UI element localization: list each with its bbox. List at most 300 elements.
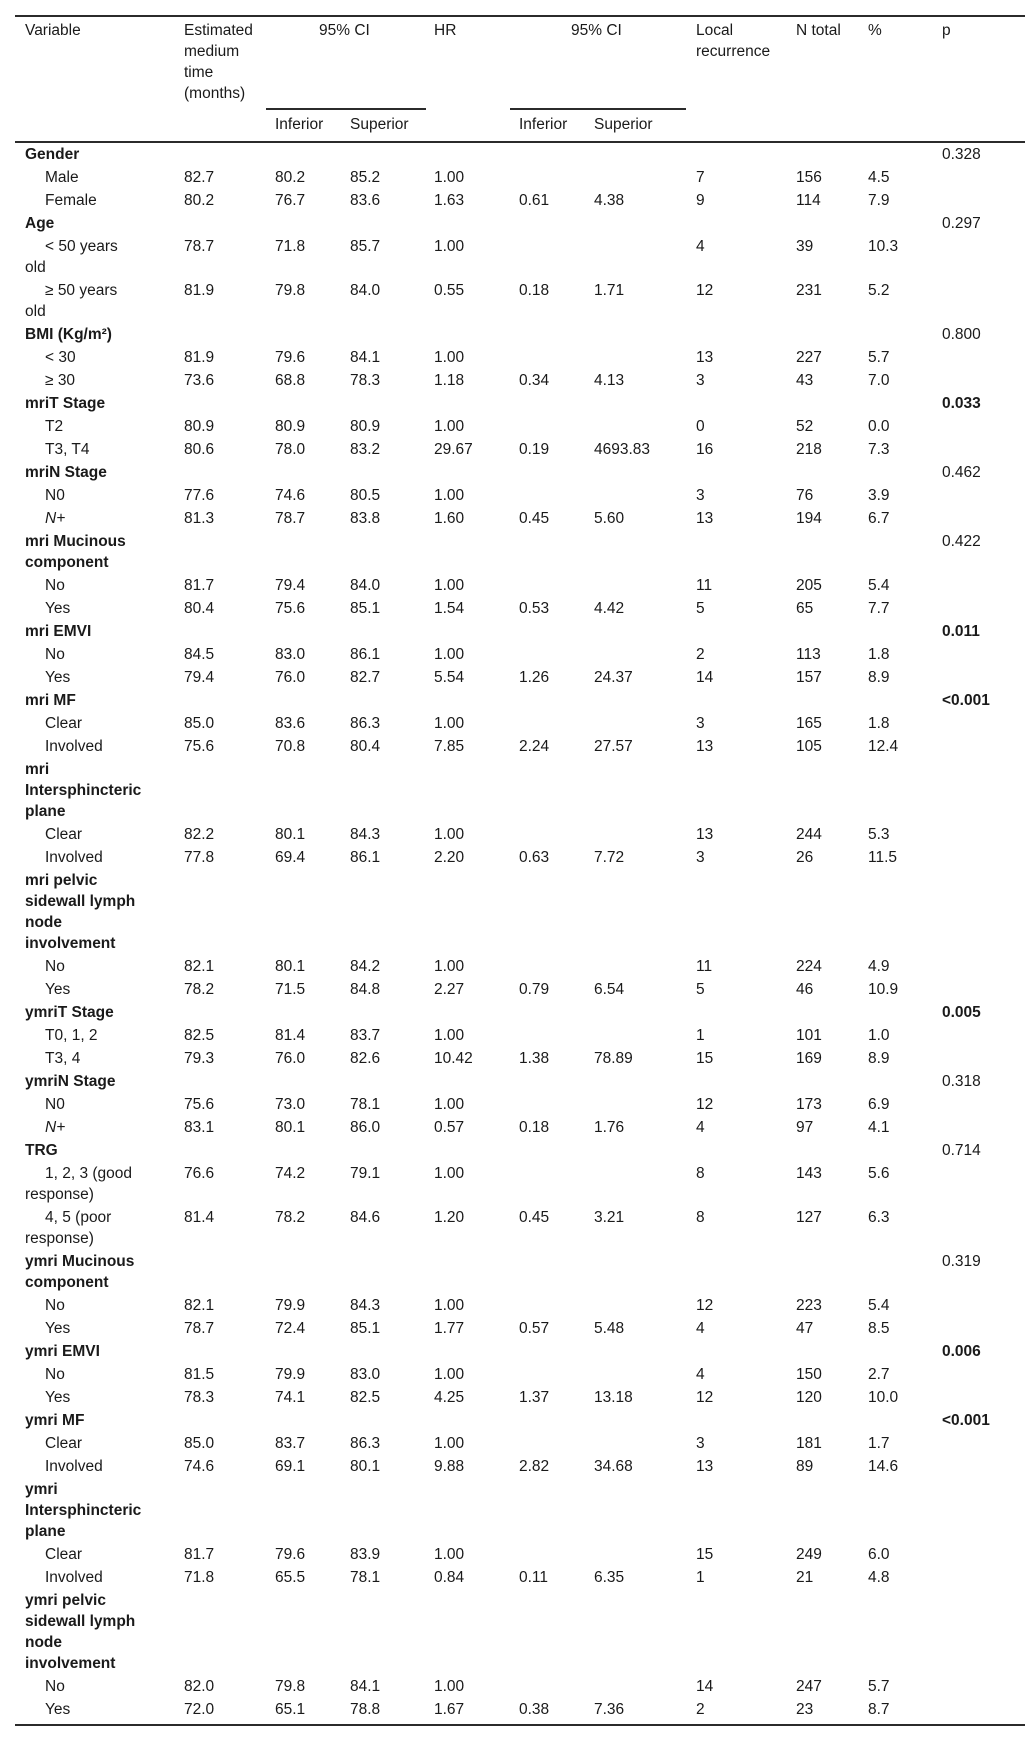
cell-hr-inferior: 2.82 (519, 1458, 550, 1475)
row-label: N0 (45, 487, 65, 504)
cell-percent: 6.7 (868, 510, 890, 527)
cell-ci-inferior: 80.2 (275, 169, 306, 186)
cell-local-recurrence: 13 (696, 1458, 714, 1475)
cell-hr: 1.00 (434, 1027, 465, 1044)
cell-ci-superior: 82.5 (350, 1389, 381, 1406)
header-p: p (942, 22, 951, 39)
header-superior-2: Superior (594, 116, 653, 133)
cell-time: 81.4 (184, 1209, 215, 1226)
row-label: Involved (45, 1458, 103, 1475)
cell-percent: 1.8 (868, 646, 890, 663)
cell-ci-superior: 80.4 (350, 738, 381, 755)
cell-time: 78.3 (184, 1389, 215, 1406)
row-label: Yes (45, 1320, 71, 1337)
row-label: Yes (45, 600, 71, 617)
cell-hr: 1.00 (434, 238, 465, 255)
row-label: old (25, 303, 46, 320)
cell-percent: 4.5 (868, 169, 890, 186)
row-label: T3, 4 (45, 1050, 81, 1067)
cell-ci-superior: 83.7 (350, 1027, 381, 1044)
cell-ci-inferior: 78.0 (275, 441, 306, 458)
cell-ci-superior: 80.1 (350, 1458, 381, 1475)
cell-hr-inferior: 0.11 (519, 1569, 549, 1586)
cell-hr: 1.00 (434, 1165, 465, 1182)
row-label: ≥ 50 years (45, 282, 118, 299)
cell-time: 80.2 (184, 192, 215, 209)
cell-ci-superior: 86.0 (350, 1119, 381, 1136)
header-bottom-rule (15, 141, 1025, 143)
row-label: Involved (45, 849, 103, 866)
row-label: Female (45, 192, 97, 209)
cell-hr: 1.00 (434, 646, 465, 663)
cell-n-total: 47 (796, 1320, 814, 1337)
cell-ci-superior: 86.3 (350, 715, 381, 732)
cell-n-total: 247 (796, 1678, 822, 1695)
cell-n-total: 224 (796, 958, 822, 975)
group-label: Intersphincteric (25, 782, 142, 799)
cell-ci-inferior: 78.2 (275, 1209, 306, 1226)
cell-hr: 1.00 (434, 577, 465, 594)
cell-hr-inferior: 0.57 (519, 1320, 550, 1337)
cell-ci-inferior: 74.2 (275, 1165, 306, 1182)
header-n-total: N total (796, 22, 841, 39)
cell-hr-superior: 6.35 (594, 1569, 625, 1586)
header-time-line2: medium (184, 43, 240, 60)
cell-local-recurrence: 1 (696, 1027, 705, 1044)
row-label: Male (45, 169, 79, 186)
cell-ci-superior: 84.1 (350, 349, 381, 366)
cell-percent: 10.0 (868, 1389, 899, 1406)
cell-hr-inferior: 0.61 (519, 192, 550, 209)
cell-local-recurrence: 5 (696, 981, 705, 998)
cell-n-total: 89 (796, 1458, 814, 1475)
cell-time: 73.6 (184, 372, 215, 389)
cell-percent: 8.9 (868, 669, 890, 686)
cell-n-total: 113 (796, 646, 821, 663)
row-label: No (45, 1297, 65, 1314)
cell-hr-superior: 4.38 (594, 192, 625, 209)
cell-local-recurrence: 4 (696, 238, 705, 255)
cell-time: 81.7 (184, 1546, 215, 1563)
cell-hr: 1.77 (434, 1320, 465, 1337)
cell-time: 80.4 (184, 600, 215, 617)
cell-ci-inferior: 68.8 (275, 372, 306, 389)
cell-percent: 5.6 (868, 1165, 890, 1182)
cell-ci-superior: 84.0 (350, 577, 381, 594)
cell-ci-superior: 83.0 (350, 1366, 381, 1383)
cell-hr-superior: 4.13 (594, 372, 625, 389)
cell-ci-inferior: 79.8 (275, 1678, 306, 1695)
row-label: old (25, 259, 46, 276)
row-label: No (45, 577, 65, 594)
cell-local-recurrence: 1 (696, 1569, 705, 1586)
header-local-line1: Local (696, 22, 734, 39)
cell-hr: 2.20 (434, 849, 465, 866)
cell-hr-superior: 4.42 (594, 600, 625, 617)
cell-hr: 1.00 (434, 487, 465, 504)
cell-hr: 1.00 (434, 1297, 465, 1314)
cell-hr-superior: 7.36 (594, 1701, 625, 1718)
cell-percent: 3.9 (868, 487, 890, 504)
cell-time: 75.6 (184, 738, 215, 755)
header-time-line3: time (184, 64, 214, 81)
header-variable: Variable (25, 22, 81, 39)
cell-n-total: 39 (796, 238, 814, 255)
cell-hr: 1.00 (434, 169, 465, 186)
cell-ci-superior: 83.2 (350, 441, 381, 458)
cell-hr: 1.00 (434, 826, 465, 843)
cell-ci-inferior: 76.0 (275, 669, 306, 686)
row-label: Yes (45, 1701, 71, 1718)
cell-hr-inferior: 0.38 (519, 1701, 550, 1718)
cell-hr: 1.00 (434, 958, 465, 975)
row-label: No (45, 958, 65, 975)
cell-local-recurrence: 12 (696, 1096, 714, 1113)
cell-hr: 1.00 (434, 1366, 465, 1383)
cell-n-total: 150 (796, 1366, 822, 1383)
cell-ci-inferior: 69.1 (275, 1458, 306, 1475)
cell-hr-inferior: 0.53 (519, 600, 550, 617)
cell-time: 81.7 (184, 577, 215, 594)
cell-ci-superior: 85.1 (350, 600, 381, 617)
group-label: Age (25, 215, 55, 232)
cell-ci-inferior: 70.8 (275, 738, 306, 755)
row-label: Clear (45, 1546, 83, 1563)
table-top-rule (15, 15, 1025, 17)
group-label: plane (25, 803, 66, 820)
group-label: mri pelvic (25, 872, 98, 889)
cell-percent: 5.7 (868, 1678, 890, 1695)
cell-n-total: 244 (796, 826, 822, 843)
cell-ci-superior: 78.1 (350, 1569, 381, 1586)
cell-ci-superior: 78.3 (350, 372, 381, 389)
cell-n-total: 227 (796, 349, 822, 366)
cell-percent: 12.4 (868, 738, 899, 755)
cell-n-total: 143 (796, 1165, 822, 1182)
cell-ci-inferior: 73.0 (275, 1096, 306, 1113)
group-label: node (25, 1634, 63, 1651)
cell-hr-superior: 1.71 (594, 282, 625, 299)
cell-hr-superior: 4693.83 (594, 441, 651, 458)
cell-ci-inferior: 69.4 (275, 849, 306, 866)
row-label: ≥ 30 (45, 372, 76, 389)
cell-percent: 6.3 (868, 1209, 890, 1226)
cell-ci-inferior: 76.7 (275, 192, 306, 209)
cell-time: 79.4 (184, 669, 215, 686)
cell-p-value: 0.319 (942, 1253, 981, 1270)
cell-n-total: 249 (796, 1546, 822, 1563)
cell-time: 81.9 (184, 349, 215, 366)
row-label: N+ (45, 510, 66, 527)
cell-percent: 6.0 (868, 1546, 890, 1563)
cell-hr: 9.88 (434, 1458, 465, 1475)
cell-local-recurrence: 2 (696, 646, 705, 663)
cell-n-total: 97 (796, 1119, 814, 1136)
cell-hr: 1.00 (434, 1546, 465, 1563)
cell-local-recurrence: 14 (696, 1678, 714, 1695)
cell-hr: 1.67 (434, 1701, 465, 1718)
cell-hr: 0.57 (434, 1119, 465, 1136)
cell-ci-superior: 84.0 (350, 282, 381, 299)
cell-percent: 7.3 (868, 441, 890, 458)
cell-time: 82.1 (184, 958, 215, 975)
cell-local-recurrence: 14 (696, 669, 714, 686)
row-label: Clear (45, 1435, 83, 1452)
cell-ci-superior: 85.2 (350, 169, 381, 186)
cell-percent: 7.7 (868, 600, 890, 617)
group-label: mriN Stage (25, 464, 107, 481)
cell-percent: 1.8 (868, 715, 890, 732)
cell-hr: 1.18 (434, 372, 465, 389)
cell-time: 78.7 (184, 1320, 215, 1337)
cell-time: 81.9 (184, 282, 215, 299)
cell-percent: 5.3 (868, 826, 890, 843)
group-label: BMI (Kg/m²) (25, 326, 112, 343)
cell-n-total: 173 (796, 1096, 822, 1113)
cell-hr-inferior: 1.37 (519, 1389, 550, 1406)
cell-n-total: 156 (796, 169, 822, 186)
cell-p-value: 0.328 (942, 146, 981, 163)
cell-ci-inferior: 80.1 (275, 958, 306, 975)
row-label: T0, 1, 2 (45, 1027, 98, 1044)
row-label: N0 (45, 1096, 65, 1113)
cell-local-recurrence: 12 (696, 1297, 714, 1314)
cell-time: 85.0 (184, 1435, 215, 1452)
cell-p-value: 0.006 (942, 1343, 981, 1360)
cell-ci-superior: 85.1 (350, 1320, 381, 1337)
row-label: Yes (45, 981, 71, 998)
cell-n-total: 52 (796, 418, 814, 435)
cell-local-recurrence: 5 (696, 600, 705, 617)
cell-local-recurrence: 11 (696, 577, 713, 594)
group-label: ymri (25, 1481, 58, 1498)
cell-time: 76.6 (184, 1165, 215, 1182)
row-label: No (45, 1366, 65, 1383)
cell-hr: 1.54 (434, 600, 465, 617)
cell-n-total: 205 (796, 577, 822, 594)
cell-hr: 2.27 (434, 981, 465, 998)
header-hr: HR (434, 22, 457, 39)
cell-hr: 1.20 (434, 1209, 465, 1226)
cell-ci-inferior: 79.8 (275, 282, 306, 299)
cell-percent: 10.9 (868, 981, 899, 998)
cell-time: 71.8 (184, 1569, 215, 1586)
cell-hr: 1.00 (434, 418, 465, 435)
ci-group-underline-1 (266, 108, 426, 110)
cell-hr: 1.63 (434, 192, 465, 209)
cell-hr: 1.60 (434, 510, 465, 527)
cell-hr: 5.54 (434, 669, 465, 686)
cell-ci-superior: 84.8 (350, 981, 381, 998)
cell-time: 82.0 (184, 1678, 215, 1695)
cell-ci-inferior: 71.8 (275, 238, 306, 255)
cell-percent: 2.7 (868, 1366, 890, 1383)
group-label: ymriN Stage (25, 1073, 116, 1090)
row-label: < 30 (45, 349, 76, 366)
cell-n-total: 157 (796, 669, 822, 686)
group-label: sidewall lymph (25, 1613, 136, 1630)
cell-n-total: 105 (796, 738, 822, 755)
cell-time: 85.0 (184, 715, 215, 732)
cell-p-value: 0.800 (942, 326, 981, 343)
cell-ci-superior: 78.1 (350, 1096, 381, 1113)
cell-n-total: 43 (796, 372, 814, 389)
cell-percent: 8.5 (868, 1320, 890, 1337)
cell-p-value: 0.422 (942, 533, 981, 550)
cell-ci-inferior: 79.9 (275, 1297, 306, 1314)
header-time-line1: Estimated (184, 22, 253, 39)
cell-p-value: 0.318 (942, 1073, 981, 1090)
cell-time: 77.6 (184, 487, 215, 504)
cell-hr-inferior: 1.38 (519, 1050, 550, 1067)
cell-percent: 0.0 (868, 418, 890, 435)
cell-ci-inferior: 75.6 (275, 600, 306, 617)
cell-ci-inferior: 65.1 (275, 1701, 306, 1718)
cell-ci-superior: 84.3 (350, 1297, 381, 1314)
cell-hr-inferior: 1.26 (519, 669, 550, 686)
cell-ci-superior: 78.8 (350, 1701, 381, 1718)
header-ci-1: 95% CI (319, 22, 370, 39)
cell-local-recurrence: 4 (696, 1119, 705, 1136)
cell-time: 80.9 (184, 418, 215, 435)
cell-percent: 11.5 (868, 849, 898, 866)
cell-hr-superior: 5.60 (594, 510, 625, 527)
cell-local-recurrence: 16 (696, 441, 714, 458)
cell-n-total: 194 (796, 510, 822, 527)
group-label: plane (25, 1523, 66, 1540)
cell-hr-superior: 7.72 (594, 849, 625, 866)
group-label: involvement (25, 935, 116, 952)
cell-local-recurrence: 7 (696, 169, 705, 186)
cell-ci-superior: 79.1 (350, 1165, 381, 1182)
cell-hr-inferior: 0.45 (519, 510, 550, 527)
row-label: Yes (45, 1389, 71, 1406)
row-label: Involved (45, 1569, 103, 1586)
cell-local-recurrence: 3 (696, 849, 705, 866)
cell-ci-superior: 86.1 (350, 646, 381, 663)
cell-n-total: 120 (796, 1389, 822, 1406)
cell-hr: 1.00 (434, 1678, 465, 1695)
cell-hr-inferior: 0.63 (519, 849, 550, 866)
cell-ci-superior: 83.9 (350, 1546, 381, 1563)
group-label: mri MF (25, 692, 76, 709)
cell-hr-inferior: 0.79 (519, 981, 550, 998)
cell-time: 81.3 (184, 510, 215, 527)
cell-local-recurrence: 12 (696, 1389, 714, 1406)
group-label: component (25, 554, 109, 571)
cell-hr: 29.67 (434, 441, 473, 458)
cell-n-total: 101 (796, 1027, 822, 1044)
row-label: < 50 years (45, 238, 118, 255)
cell-n-total: 65 (796, 600, 814, 617)
cell-local-recurrence: 3 (696, 1435, 705, 1452)
cell-ci-inferior: 79.6 (275, 349, 306, 366)
cell-p-value: 0.005 (942, 1004, 981, 1021)
cell-time: 75.6 (184, 1096, 215, 1113)
cell-n-total: 23 (796, 1701, 814, 1718)
group-label: ymri pelvic (25, 1592, 106, 1609)
header-inferior-1: Inferior (275, 116, 324, 133)
cell-local-recurrence: 12 (696, 282, 714, 299)
cell-hr-superior: 3.21 (594, 1209, 625, 1226)
cell-hr-superior: 27.57 (594, 738, 633, 755)
group-label: Gender (25, 146, 80, 163)
cell-time: 78.7 (184, 238, 215, 255)
cell-ci-inferior: 83.6 (275, 715, 306, 732)
cell-time: 80.6 (184, 441, 215, 458)
cell-n-total: 169 (796, 1050, 822, 1067)
cell-local-recurrence: 8 (696, 1209, 705, 1226)
cell-n-total: 26 (796, 849, 814, 866)
row-label: 1, 2, 3 (good (45, 1165, 133, 1182)
cell-ci-superior: 84.1 (350, 1678, 381, 1695)
cell-ci-superior: 86.3 (350, 1435, 381, 1452)
row-label: N+ (45, 1119, 66, 1136)
cell-local-recurrence: 11 (696, 958, 713, 975)
cell-ci-superior: 85.7 (350, 238, 381, 255)
cell-ci-inferior: 74.1 (275, 1389, 306, 1406)
cell-time: 82.1 (184, 1297, 215, 1314)
row-label: Clear (45, 826, 83, 843)
cell-ci-inferior: 65.5 (275, 1569, 306, 1586)
cell-time: 77.8 (184, 849, 215, 866)
cell-local-recurrence: 0 (696, 418, 705, 435)
cell-hr-inferior: 0.18 (519, 282, 550, 299)
cell-percent: 5.7 (868, 349, 890, 366)
cell-percent: 5.4 (868, 577, 890, 594)
cell-ci-superior: 83.6 (350, 192, 381, 209)
cell-hr: 0.84 (434, 1569, 465, 1586)
cell-ci-inferior: 80.1 (275, 826, 306, 843)
group-label: ymri MF (25, 1412, 85, 1429)
row-label: No (45, 1678, 65, 1695)
cell-time: 82.7 (184, 169, 215, 186)
row-label: Involved (45, 738, 103, 755)
cell-hr: 7.85 (434, 738, 465, 755)
cell-time: 79.3 (184, 1050, 215, 1067)
cell-p-value: 0.297 (942, 215, 981, 232)
group-label: Intersphincteric (25, 1502, 142, 1519)
cell-time: 72.0 (184, 1701, 215, 1718)
cell-local-recurrence: 2 (696, 1701, 705, 1718)
cell-hr-superior: 34.68 (594, 1458, 633, 1475)
cell-local-recurrence: 3 (696, 372, 705, 389)
header-superior-1: Superior (350, 116, 409, 133)
cell-local-recurrence: 3 (696, 715, 705, 732)
cell-local-recurrence: 4 (696, 1366, 705, 1383)
cell-local-recurrence: 13 (696, 349, 714, 366)
row-label: Clear (45, 715, 83, 732)
row-label: response) (25, 1186, 94, 1203)
cell-ci-inferior: 71.5 (275, 981, 306, 998)
group-label: mriT Stage (25, 395, 106, 412)
cell-n-total: 21 (796, 1569, 814, 1586)
cell-ci-superior: 82.7 (350, 669, 381, 686)
cell-n-total: 218 (796, 441, 822, 458)
cell-local-recurrence: 3 (696, 487, 705, 504)
cell-time: 84.5 (184, 646, 215, 663)
cell-n-total: 223 (796, 1297, 822, 1314)
cell-time: 78.2 (184, 981, 215, 998)
cell-n-total: 181 (796, 1435, 822, 1452)
cell-percent: 6.9 (868, 1096, 890, 1113)
header-time-line4: (months) (184, 85, 246, 102)
group-label: mri (25, 761, 50, 778)
cell-n-total: 46 (796, 981, 814, 998)
cell-local-recurrence: 15 (696, 1546, 714, 1563)
group-label: mri Mucinous (25, 533, 126, 550)
cell-hr-superior: 1.76 (594, 1119, 625, 1136)
